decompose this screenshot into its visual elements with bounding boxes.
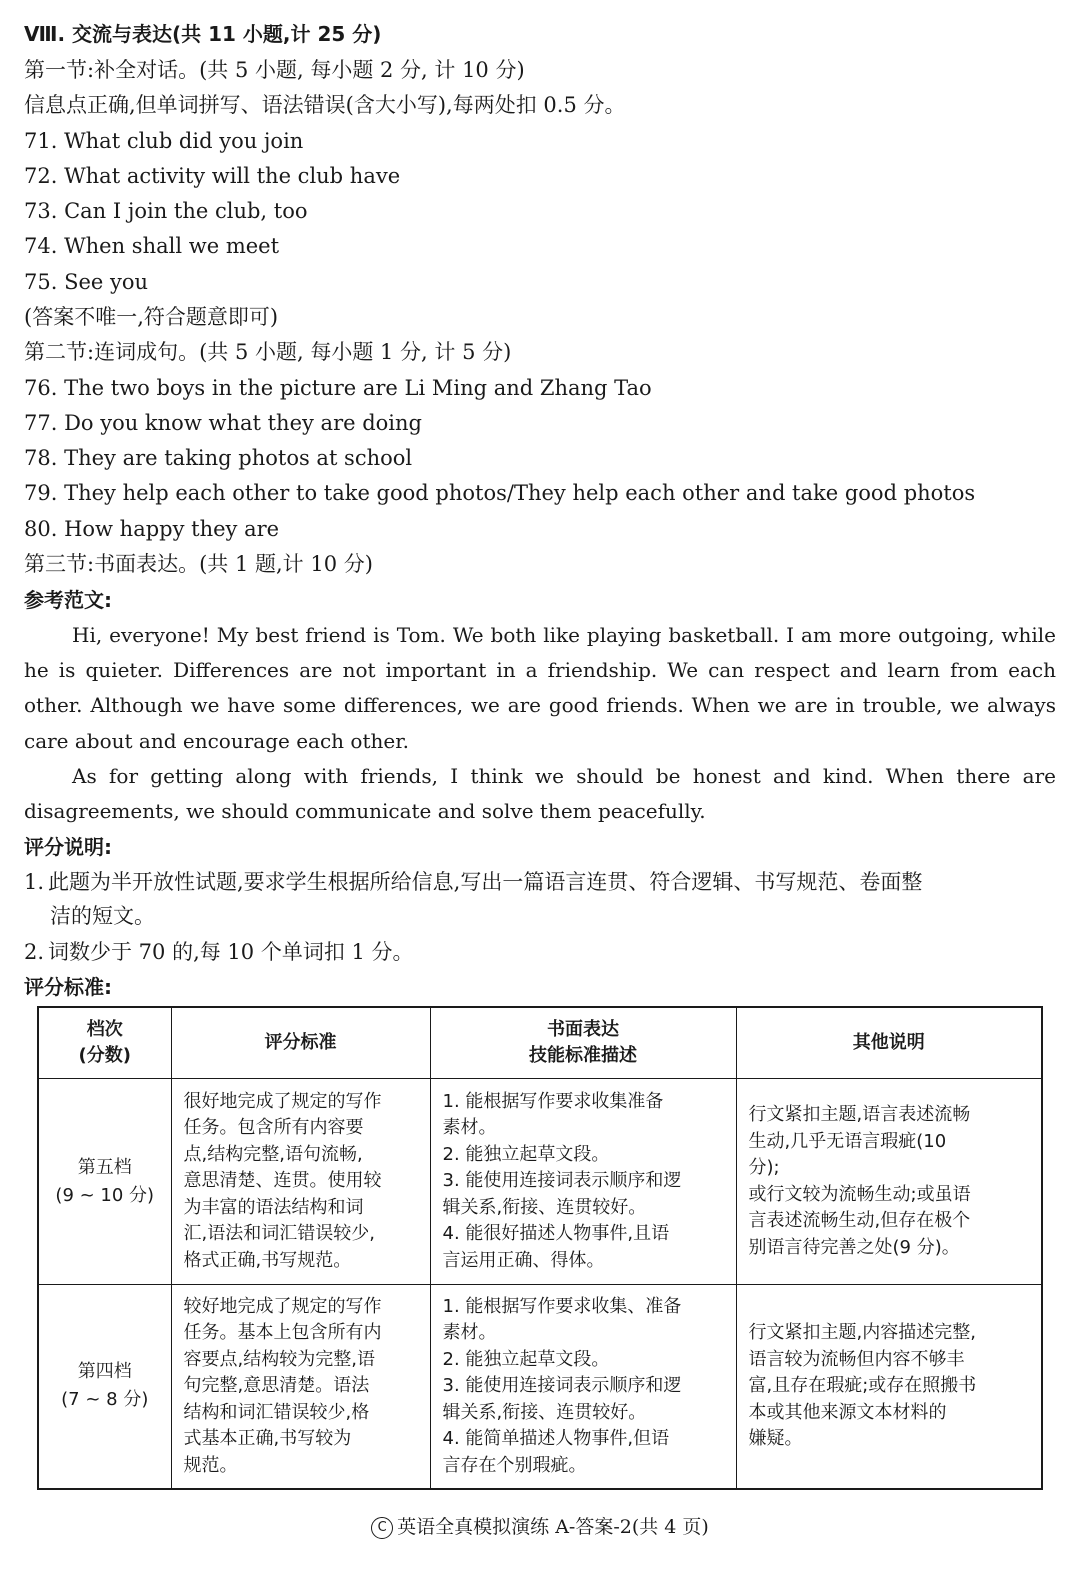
cell-text: 嫌疑。 — [748, 1428, 803, 1449]
cell-text: 1. 能根据写作要求收集准备 — [442, 1090, 664, 1112]
part3-title: 第三节:书面表达。(共 1 题,计 10 分) — [24, 552, 373, 576]
instruction-text-continued: 洁的短文。 — [50, 904, 155, 928]
cell-text: 3. 能使用连接词表示顺序和逻 — [442, 1375, 682, 1396]
header-skill — [430, 1007, 736, 1079]
sample-heading: 参考范文: — [24, 588, 112, 612]
header-level-line2: (分数) — [78, 1045, 131, 1066]
cell-text: 点,结构完整,语句流畅, — [183, 1143, 363, 1165]
cell-text: 规范。 — [183, 1454, 238, 1476]
cell-text: 格式正确,书写规范。 — [183, 1249, 352, 1271]
sample-paragraph: As for getting along with friends, I think we should be honest and kind. When there are disagreements, we should communicate and solve them peacefully. — [24, 764, 1056, 824]
answer-line: 75. See you — [24, 270, 149, 294]
part1-title: 第一节:补全对话。(共 5 小题, 每小题 2 分, 计 10 分) — [24, 58, 525, 82]
answer-line: 73. Can I join the club, too — [24, 199, 308, 223]
cell-text: 素材。 — [442, 1322, 497, 1343]
level-name: 第五档 — [77, 1156, 132, 1178]
level-name: 第四档 — [77, 1361, 132, 1383]
header-skill-line1: 书面表达 — [547, 1019, 619, 1040]
table-row — [38, 1285, 1042, 1489]
answer-line: 71. What club did you join — [24, 129, 304, 153]
cell-text: 4. 能很好描述人物事件,且语 — [442, 1223, 670, 1245]
instruction-number: 1. — [24, 870, 45, 894]
cell-text: 结构和词汇错误较少,格 — [183, 1401, 370, 1423]
table-row — [38, 1079, 1042, 1285]
cell-text: 很好地完成了规定的写作 — [183, 1090, 382, 1112]
cell-text: 生动,几乎无语言瑕疵(10 — [748, 1130, 947, 1152]
header-level-line1: 档次 — [86, 1019, 123, 1040]
instruction-item — [24, 865, 1056, 933]
header-standard: 评分标准 — [171, 1007, 430, 1079]
answer-line: 80. How happy they are — [24, 517, 280, 541]
instruction-item — [24, 935, 1056, 969]
answer-line: 76. The two boys in the picture are Li Ming and Zhang Tao — [24, 376, 652, 400]
page-footer — [0, 1514, 1080, 1540]
sample-paragraph: Hi, everyone! My best friend is Tom. We both like playing basketball. I am more outgoing, while he is quieter. Differences are not important in a friendship. We can respect and learn from each other. Although we have some differences, we are good friends. When we are in trouble, we always care about and encourage each other. — [24, 623, 1056, 753]
cell-text: 较好地完成了规定的写作 — [183, 1295, 382, 1317]
header-skill-line2: 技能标准描述 — [529, 1045, 637, 1066]
standard-cell — [171, 1285, 430, 1489]
cell-text: 言表述流畅生动,但存在极个 — [748, 1210, 971, 1231]
level-score: (7 ~ 8 分) — [61, 1389, 149, 1411]
instruction-text: 词数少于 70 的,每 10 个单词扣 1 分。 — [48, 940, 414, 964]
answer-line: 78. They are taking photos at school — [24, 446, 413, 470]
cell-text: 言存在个别瑕疵。 — [442, 1454, 587, 1476]
skill-cell — [430, 1285, 736, 1489]
cell-text: 任务。包含所有内容要 — [183, 1117, 364, 1139]
part1-remark: (答案不唯一,符合题意即可) — [24, 305, 279, 329]
cell-text: 1. 能根据写作要求收集、准备 — [442, 1295, 682, 1317]
cell-text: 为丰富的语法结构和词 — [183, 1196, 364, 1218]
table-header-row — [38, 1007, 1042, 1079]
other-cell — [736, 1079, 1042, 1285]
standard-cell — [171, 1079, 430, 1285]
cell-text: 辑关系,衔接、连贯较好。 — [442, 1196, 647, 1218]
cell-text: 辑关系,衔接、连贯较好。 — [442, 1401, 647, 1423]
cell-text: 别语言待完善之处(9 分)。 — [748, 1236, 960, 1258]
cell-text: 任务。基本上包含所有内 — [183, 1322, 382, 1343]
answer-line: 74. When shall we meet — [24, 234, 280, 258]
standard-heading: 评分标准: — [24, 975, 112, 999]
cell-text: 言运用正确、得体。 — [442, 1249, 605, 1271]
cell-text: 分); — [748, 1157, 780, 1178]
part1-note: 信息点正确,但单词拼写、语法错误(含大小写),每两处扣 0.5 分。 — [24, 93, 626, 117]
cell-text: 汇,语法和词汇错误较少, — [183, 1223, 375, 1245]
header-level — [38, 1007, 171, 1079]
cell-text: 2. 能独立起草文段。 — [442, 1143, 610, 1165]
copyright-icon: C — [371, 1517, 393, 1539]
cell-text: 式基本正确,书写较为 — [183, 1428, 352, 1449]
answer-line: 77. Do you know what they are doing — [24, 411, 422, 435]
instruction-number: 2. — [24, 940, 45, 964]
section-title: Ⅷ. 交流与表达(共 11 小题,计 25 分) — [24, 22, 382, 46]
header-other: 其他说明 — [736, 1007, 1042, 1079]
answer-line: 72. What activity will the club have — [24, 164, 401, 188]
cell-text: 行文紧扣主题,语言表述流畅 — [748, 1104, 971, 1125]
cell-text: 或行文较为流畅生动;或虽语 — [748, 1183, 971, 1205]
cell-text: 富,且存在瑕疵;或存在照搬书 — [748, 1375, 977, 1396]
cell-text: 句完整,意思清楚。语法 — [183, 1375, 370, 1396]
level-cell — [38, 1285, 171, 1489]
cell-text: 行文紧扣主题,内容描述完整, — [748, 1322, 976, 1343]
footer-text: 英语全真模拟演练 A-答案-2(共 4 页) — [397, 1516, 709, 1538]
part2-title: 第二节:连词成句。(共 5 小题, 每小题 1 分, 计 5 分) — [24, 340, 512, 364]
instructions-heading: 评分说明: — [24, 835, 112, 859]
scoring-table — [37, 1006, 1043, 1490]
skill-cell — [430, 1079, 736, 1285]
answer-line: 79. They help each other to take good photos/They help each other and take good photos — [24, 481, 976, 505]
instruction-text: 此题为半开放性试题,要求学生根据所给信息,写出一篇语言连贯、符合逻辑、书写规范、卷面整 — [48, 870, 923, 894]
other-cell — [736, 1285, 1042, 1489]
cell-text: 容要点,结构较为完整,语 — [183, 1348, 375, 1370]
cell-text: 素材。 — [442, 1117, 497, 1139]
cell-text: 意思清楚、连贯。使用较 — [183, 1170, 382, 1192]
cell-text: 2. 能独立起草文段。 — [442, 1348, 610, 1370]
cell-text: 3. 能使用连接词表示顺序和逻 — [442, 1170, 682, 1192]
cell-text: 语言较为流畅但内容不够丰 — [748, 1348, 965, 1370]
level-score: (9 ~ 10 分) — [55, 1184, 155, 1206]
cell-text: 4. 能简单描述人物事件,但语 — [442, 1428, 670, 1449]
level-cell — [38, 1079, 171, 1285]
cell-text: 本或其他来源文本材料的 — [748, 1401, 947, 1423]
